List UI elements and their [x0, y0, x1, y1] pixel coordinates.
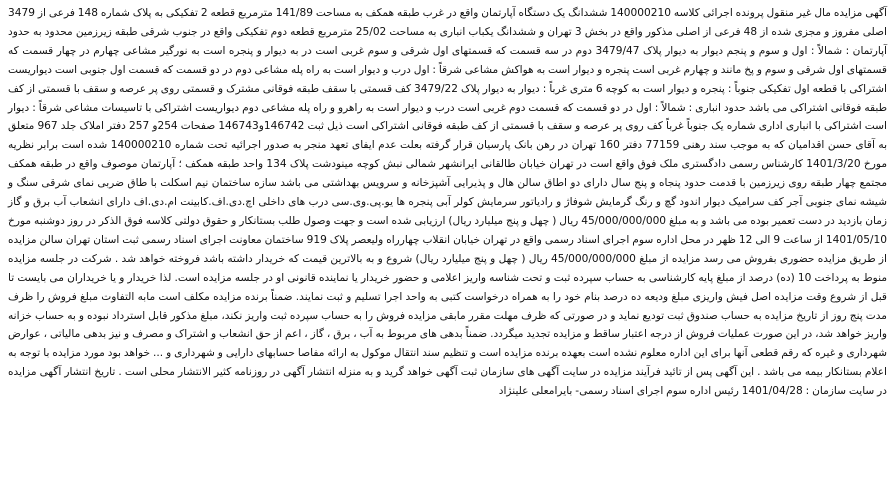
auction-notice-text: آگهی مزایده مال غیر منقول پرونده اجرائی کلاسه 140000210 ششدانگ یک دستگاه آپارتمان واقع در غرب طبقه همکف به مساحت 141/89 مترمربع قطعه 2 تفکیکی به پلاک شماره 148 فرعی از 3479 اصلی مفروز و مجزی شده از 48 فرعی از اصلی مذکور واقع در بخش 3 تهران و ششدانگ یکباب انباری به مساحت 25/02 مترمربع قطعه دوم تفکیکی واقع در جنوب شرقی طبقه زیرزمین محدود به حدود آپارتمان : شمالاً : اول و سوم و پنجم دیوار به دیوار پلاک 3479/47 دوم در سه قسمت که قسمتهای اول شرقی و سوم غربی است در به دیوار و پنجره است به نورگیر مشاعی چهارم در چهار قسمت که قسمتهای اول شرقی و سوم و پخ مانند و چهارم غربی است پنجره و دیوار است به هواکش مشاعی شرقاً : اول درب و دیوار است به راه پله مشاعی دوم در دو قسمت که قسمت اول جنوبی است دیواریست اشتراکی با قطعه اول تفکیکی جنوباً : پنجره و دیوار است به کوچه 6 متری غرباً : دیوار به دیوار پلاک 3479/22 کف قسمتی با سقف طبقه فوقانی مشترک و قسمتی روی پر عرصه و سقف با قسمتی از کف طبقه فوقانی اشتراکی می باشد حدود انباری : شمالاً : اول در دو قسمت که قسمت دوم غربی است درب و دیوار است به راهرو و راه پله مشاعی دوم دیواریست اشتراکی با تاسیسات مشاعی شرقاً : دیوار است اشتراکی با انباری اداری شماره یک جنوباً غرباً کف روی پر عرصه و سقف با قسمتی از کف طبقه فوقانی اشتراکی است ذیل ثبت 146742و146743 صفحات 254و 257 دفتر املاک جلد 967 متعلق به آقای حسن اقدامیان که به موجب سند رهنی 77159 دفتر 160 تهران در رهن بانک پارسیان قرار گرفته بعلت عدم ایفای تعهد منجر به صدور اجرائیه تحت شماره 140000210 شده است برابر نظریه مورخ 1401/3/20 کارشناس رسمی دادگستری ملک فوق واقع است در تهران خیابان طالقانی ایرانشهر شمالی نبش کوچه مینودشت پلاک 134 واحد طبقه همکف ؛ آپارتمان موصوف واقع در طبقه همکف مجتمع چهار طبقه روی زیرزمین با قدمت حدود پنجاه و پنج سال دارای دو اطاق سالن هال و پذیرایی آشپزخانه و سرویس بهداشتی می باشد سازه ساختمان نیم اسکلت با طاق ضربی نمای شرقی سنگ و شیشه نمای جنوبی آجر کف سرامیک دیوار اندود گچ و رنگ گرمایش شوفاژ و رادیاتور سرمایش کولر آبی پنجره ها یو.پی.وی.سی درب های داخلی اچ.دی.اف.کابینت ام.دی.اف دارای انشعاب آب برق و گاز زمان بازدید در دست تعمیر بوده می باشد و به مبلغ 45/000/000/000 ریال ( چهل و پنج میلیارد ریال) ارزیابی شده است و جهت وصول طلب بستانکار و حقوق دولتی کلاسه فوق الذکر در روز دوشنبه مورخ 1401/05/10 از ساعت 9 الی 12 ظهر در محل اداره سوم اجرای اسناد رسمی واقع در تهران خیابان انقلاب چهارراه ولیعصر پلاک 919 ساختمان معاونت اجرای اسناد رسمی ثبت استان تهران سالن مزایده از طریق مزایده حضوری بفروش می رسد مزایده از مبلغ 45/000/000/000 ریال ( چهل و پنج میلیارد ریال) شروع و به بالاترین قیمت که خریدار داشته باشد فروخته خواهد شد . شرکت در جلسه مزایده منوط به پرداخت 10 (ده) درصد از مبلغ پایه کارشناسی به حساب سپرده ثبت و تحت شناسه واریز اعلامی و حضور خریدار یا نماینده قانونی او در جلسه مزایده است. لذا خریدار و یا خریداران می بایست تا قبل از شروع وقت مزایده اصل فیش واریزی مبلغ ودیعه ده درصد بنام خود را به همراه درخواست کتبی به واحد اجرا تسلیم و ثبت نمایند. ضمناً برنده مزایده مکلف است مابه التفاوت مبلغ فروش را ظرف مدت پنج روز از تاریخ مزایده به حساب صندوق ثبت تودیع نماید و در صورتی که ظرف مهلت مقرر مابقی مزایده فروش را به حساب سپرده ثبت واریز نکند، مبلغ مذکور قابل استرداد نبوده و به حساب خزانه واریز خواهد شد، در این صورت عملیات فروش از درجه اعتبار ساقط و مزایده تجدید میگردد. ضمناً بدهی های مربوط به آب ، برق ، گاز ، اعم از حق انشعاب و اشتراک و مصرف و نیز بدهی مالیاتی ، عوارض شهرداری و غیره که رقم قطعی آنها برای این اداره معلوم نشده است بعهده برنده مزایده است و تنظیم سند انتقال موکول به ارائه مفاصا حسابهای دارایی و شهرداری و ... خواهد بود مورد مزایده با توجه به اعلام بستانکار بیمه می باشد . این آگهی پس از تائید فرآیند مزایده در سایت آگهی های سازمان ثبت آگهی خواهد گرید و به منزله انتشار آگهی در روزنامه کثیر الانتشار محلی است . تاریخ انتشار آگهی مزایده در سایت سازمان : 1401/04/28 رئیس اداره سوم اجرای اسناد رسمی- بایرامعلی علینژاد: [8, 7, 888, 398]
